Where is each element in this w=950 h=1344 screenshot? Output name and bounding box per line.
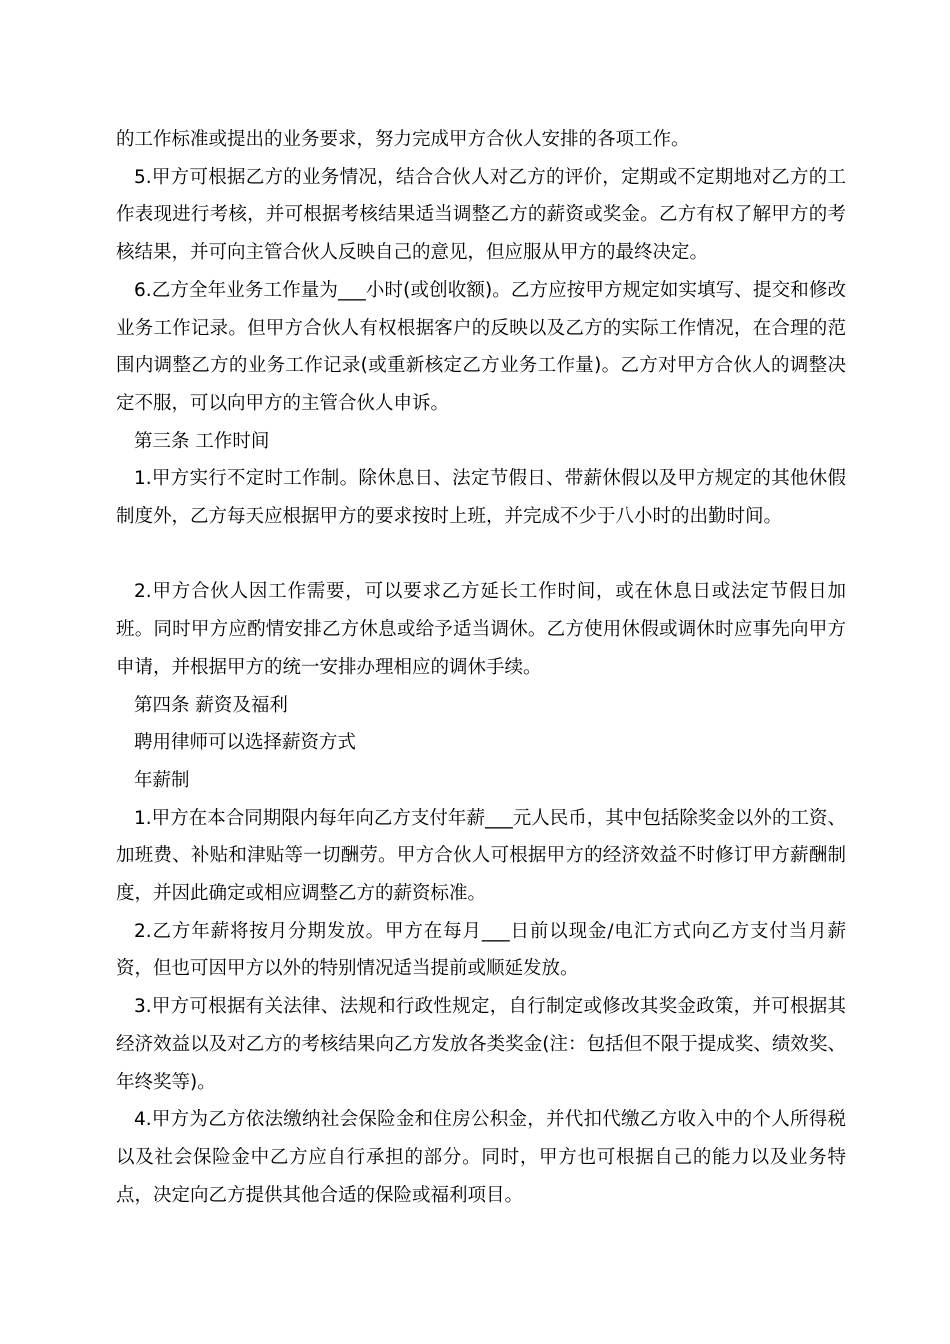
paragraph-salary-1: 1.甲方在本合同期限内每年向乙方支付年薪___元人民币，其中包括除奖金以外的工资、加班费、补贴和津贴等一切酬劳。甲方合伙人可根据甲方的经济效益不时修订甲方薪酬制度，并因此确定或相应调整乙方的薪资标准。 xyxy=(116,807,846,905)
paragraph-clause-5: 5.甲方可根据乙方的业务情况，结合合伙人对乙方的评价，定期或不定期地对乙方的工作表现进行考核，并可根据考核结果适当调整乙方的薪资或奖金。乙方有权了解甲方的考核结果，并可向主管合伙人反映自己的意见，但应服从甲方的最终决定。 xyxy=(116,166,846,264)
paragraph-salary-option: 聘用律师可以选择薪资方式 xyxy=(134,732,357,754)
paragraph-worktime-2: 2.甲方合伙人因工作需要，可以要求乙方延长工作时间，或在休息日或法定节假日加班。同时甲方应酌情安排乙方休息或给予适当调休。乙方使用休假或调休时应事先向甲方申请，并根据甲方的统一安排办理相应的调休手续。 xyxy=(116,581,846,678)
paragraph-salary-3: 3.甲方可根据有关法律、法规和行政性规定，自行制定或修改其奖金政策，并可根据其经济效益以及对乙方的考核结果向乙方发放各类奖金(注：包括但不限于提成奖、绩效奖、年终奖等)。 xyxy=(116,996,846,1093)
section-heading-article-4: 第四条 薪资及福利 xyxy=(134,694,288,716)
paragraph-salary-2: 2.乙方年薪将按月分期发放。甲方在每月___日前以现金/电汇方式向乙方支付当月薪资，但也可因甲方以外的特别情况适当提前或顺延发放。 xyxy=(116,920,846,980)
paragraph-annual-salary-heading: 年薪制 xyxy=(134,769,190,791)
paragraph-clause-6: 6.乙方全年业务工作量为___小时(或创收额)。乙方应按甲方规定如实填写、提交和修改业务工作记录。但甲方合伙人有权根据客户的反映以及乙方的实际工作情况，在合理的范围内调整乙方的业务工作记录(或重新核定乙方业务工作量)。乙方对甲方合伙人的调整决定不服，可以向甲方的主管合伙人申诉。 xyxy=(116,279,846,414)
paragraph-continuation: 的工作标准或提出的业务要求，努力完成甲方合伙人安排的各项工作。 xyxy=(116,129,690,150)
document-body xyxy=(116,121,846,1214)
section-heading-article-3: 第三条 工作时间 xyxy=(134,430,270,452)
paragraph-worktime-1: 1.甲方实行不定时工作制。除休息日、法定节假日、带薪休假以及甲方规定的其他休假制度外，乙方每天应根据甲方的要求按时上班，并完成不少于八小时的出勤时间。 xyxy=(116,468,846,528)
paragraph-salary-4: 4.甲方为乙方依法缴纳社会保险金和住房公积金，并代扣代缴乙方收入中的个人所得税以及社会保险金中乙方应自行承担的部分。同时，甲方也可根据自己的能力以及业务特点，决定向乙方提供其他合适的保险或福利项目。 xyxy=(116,1109,846,1206)
